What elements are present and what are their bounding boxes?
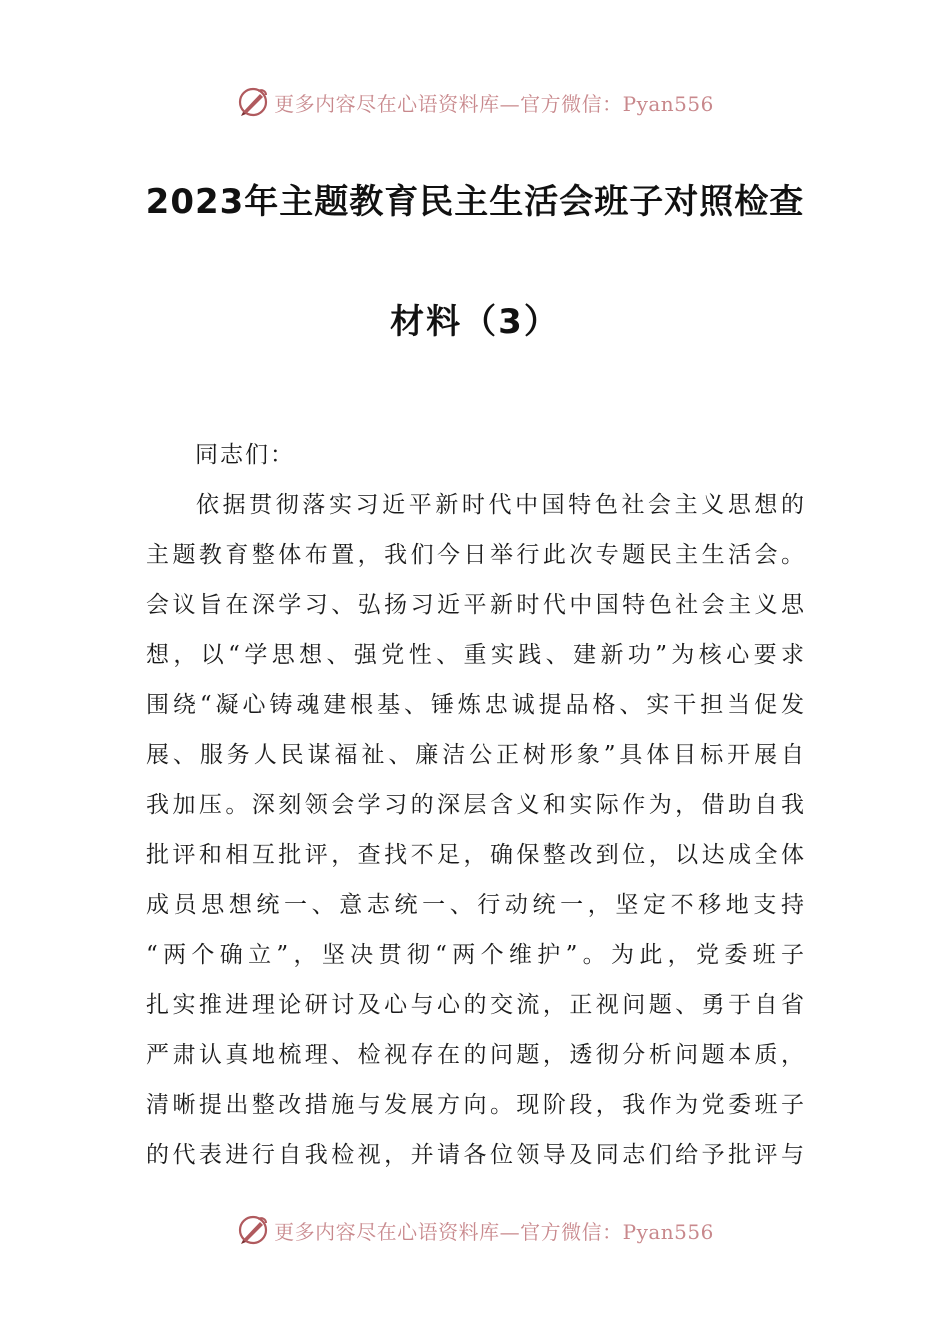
paragraph-line: 展、服务人民谋福祉、廉洁公正树形象”具体目标开展自 bbox=[146, 742, 804, 768]
watermark-text: 更多内容尽在心语资料库—官方微信：Pyan556 bbox=[274, 91, 714, 116]
paragraph-line: 批评和相互批评，查找不足，确保整改到位，以达成全体 bbox=[146, 842, 804, 868]
document-title-continued: 材料（3） bbox=[390, 302, 560, 342]
paragraph-line: 清晰提出整改措施与发展方向。现阶段，我作为党委班子 bbox=[146, 1092, 804, 1118]
document-title: 2023年主题教育民主生活会班子对照检查 bbox=[145, 182, 805, 222]
header-watermark bbox=[0, 82, 950, 122]
watermark-text: 更多内容尽在心语资料库—官方微信：Pyan556 bbox=[274, 1219, 714, 1244]
footer-watermark bbox=[0, 1210, 950, 1250]
paragraph-line: 的代表进行自我检视，并请各位领导及同志们给予批评与 bbox=[146, 1142, 804, 1168]
paragraph-line: 主题教育整体布置，我们今日举行此次专题民主生活会。 bbox=[146, 542, 804, 568]
paragraph-line: 会议旨在深学习、弘扬习近平新时代中国特色社会主义思 bbox=[146, 592, 804, 618]
paragraph-line: 我加压。深刻领会学习的深层含义和实际作为，借助自我 bbox=[146, 792, 804, 818]
body-paragraph bbox=[146, 480, 804, 1180]
paragraph-line: 想，以“学思想、强党性、重实践、建新功”为核心要求 bbox=[146, 642, 804, 668]
paragraph-line: 严肃认真地梳理、检视存在的问题，透彻分析问题本质， bbox=[146, 1042, 804, 1068]
paragraph-line: 围绕“凝心铸魂建根基、锤炼忠诚提品格、实干担当促发 bbox=[146, 692, 804, 718]
paragraph-line: 成员思想统一、意志统一、行动统一，坚定不移地支持 bbox=[146, 892, 804, 918]
pen-logo-icon bbox=[236, 1213, 270, 1247]
paragraph-line: 扎实推进理论研讨及心与心的交流，正视问题、勇于自省 bbox=[146, 992, 804, 1018]
pen-logo-icon bbox=[236, 85, 270, 119]
paragraph-line: “两个确立”，坚决贯彻“两个维护”。为此，党委班子 bbox=[146, 942, 804, 968]
salutation: 同志们： bbox=[195, 442, 295, 468]
paragraph-line: 依据贯彻落实习近平新时代中国特色社会主义思想的 bbox=[196, 492, 804, 518]
